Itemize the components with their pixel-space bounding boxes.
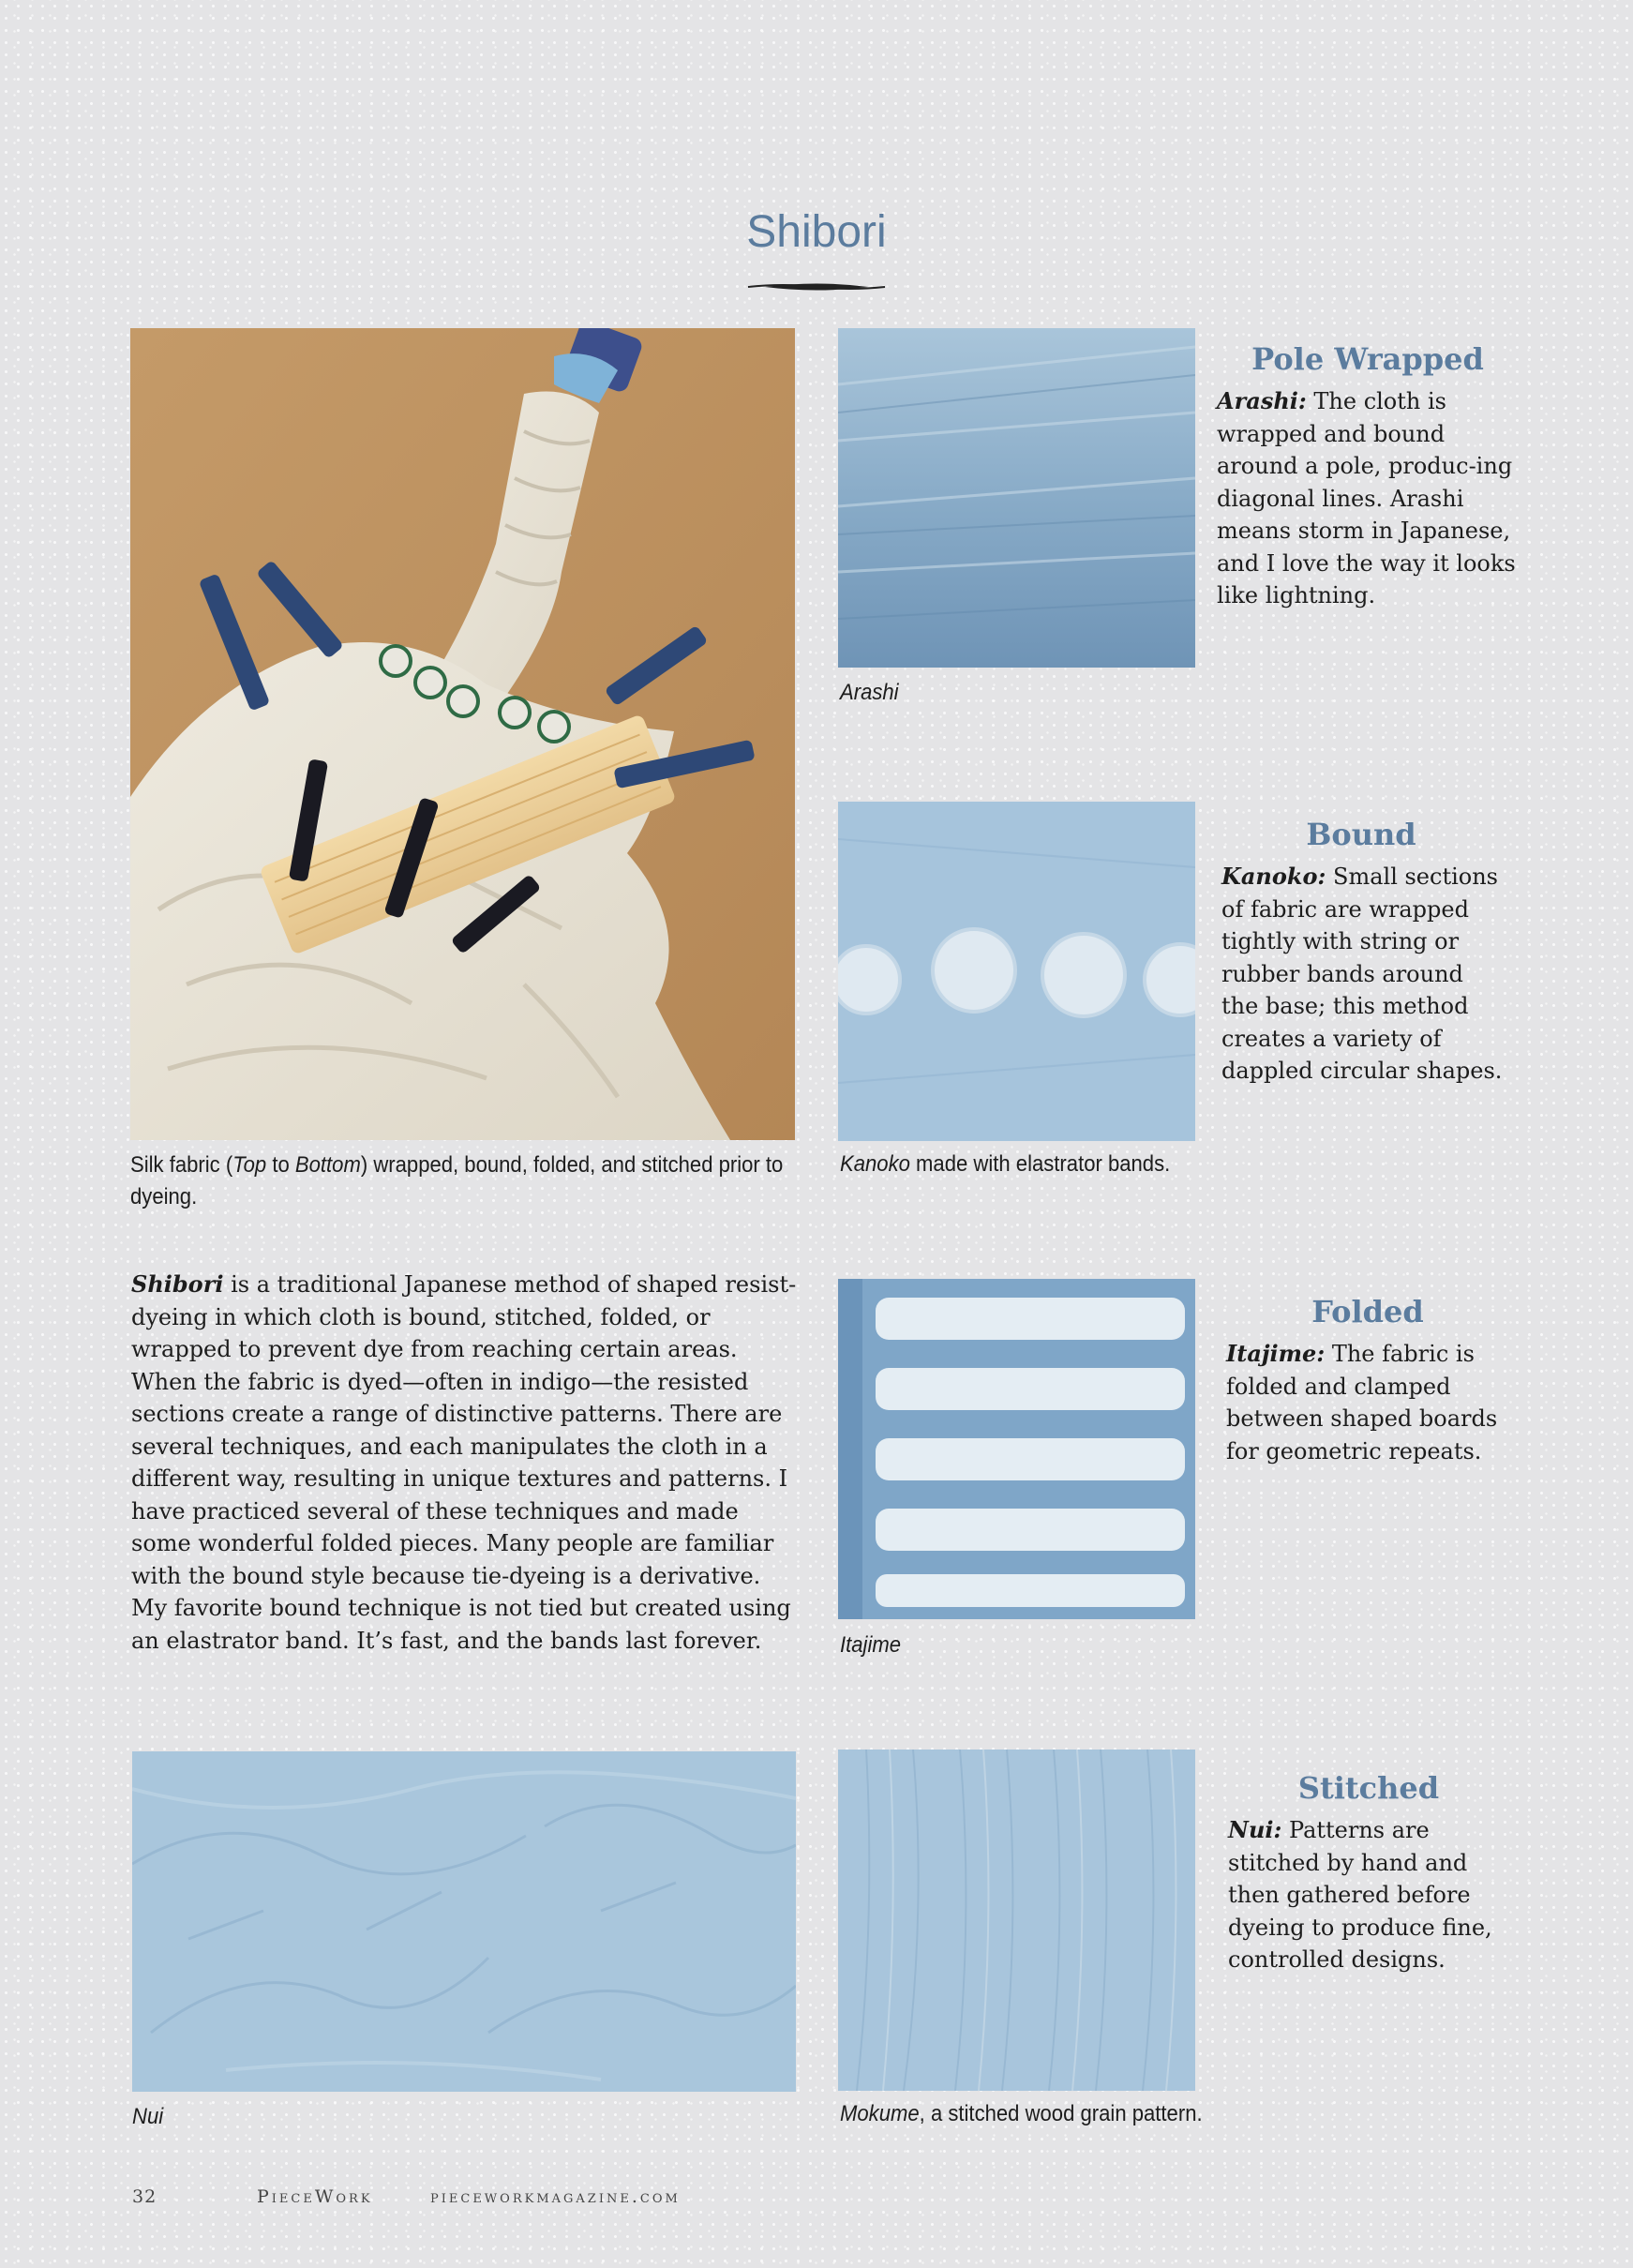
- kanoko-caption: [840, 1149, 1170, 1180]
- caption-italic: Kanoko: [840, 1151, 910, 1177]
- main-photo: [130, 328, 795, 1140]
- folded-heading: Folded: [1311, 1294, 1424, 1329]
- pole-wrapped-description: [1217, 385, 1517, 612]
- bound-heading: Bound: [1306, 817, 1416, 852]
- stitched-description: [1228, 1814, 1509, 1976]
- bound-description: [1221, 861, 1503, 1088]
- arashi-swatch: [838, 328, 1195, 668]
- page-folio: 32: [132, 2186, 157, 2207]
- technique-text: The cloth is wrapped and bound around a pole, produc-ing diagonal lines. Arashi means storm in Japanese, and I love the way it looks like lightning.: [1217, 388, 1516, 608]
- mokume-swatch: [838, 1750, 1195, 2091]
- technique-term: Kanoko:: [1221, 863, 1326, 890]
- intro-lead: Shibori: [131, 1270, 224, 1298]
- magazine-website: pieceworkmagazine.com: [430, 2186, 681, 2207]
- technique-text: Patterns are stitched by hand and then gathered before dyeing to produce fine, controlled designs.: [1228, 1817, 1492, 1973]
- caption-text: ) wrapped, bound, folded, and stitched prior to dyeing.: [130, 1152, 784, 1209]
- intro-paragraph: [131, 1269, 799, 1657]
- caption-text: , a stitched wood grain pattern.: [919, 2101, 1203, 2126]
- itajime-caption: [840, 1630, 901, 1661]
- caption-text: made with elastrator bands.: [909, 1151, 1171, 1177]
- page-title: Shibori: [746, 207, 887, 257]
- pole-wrapped-heading: Pole Wrapped: [1251, 341, 1484, 377]
- main-photo-caption: [130, 1149, 790, 1213]
- caption-italic: Itajime: [840, 1632, 902, 1658]
- itajime-swatch: [838, 1279, 1195, 1619]
- folded-description: [1226, 1338, 1507, 1467]
- technique-text: The fabric is folded and clamped between shaped boards for geometric repeats.: [1226, 1341, 1498, 1464]
- kanoko-swatch: [838, 802, 1195, 1141]
- mokume-caption: [840, 2098, 1203, 2130]
- intro-text: is a traditional Japanese method of shaped resist-dyeing in which cloth is bound, stitched, folded, or wrapped to prevent dye from reaching certain areas. When the fabric is dyed—often in indigo—the resisted sections create a range of distinctive patterns. There are several techniques, and each manipulates the cloth in a different way, resulting in unique textures and patterns. I have practiced several of these techniques and made some wonderful folded pieces. Many people are familiar with the bound style because tie-dyeing is a derivative. My favorite bound technique is not tied but created using an elastrator band. It’s fast, and the bands last forever.: [131, 1271, 797, 1654]
- title-flourish: [746, 278, 887, 296]
- caption-text: to: [266, 1152, 295, 1178]
- arashi-caption: [840, 677, 899, 709]
- technique-term: Itajime:: [1226, 1340, 1326, 1367]
- caption-italic: Arashi: [840, 680, 899, 705]
- technique-term: Arashi:: [1217, 387, 1307, 414]
- nui-caption: Nui: [132, 2104, 164, 2129]
- caption-italic: Mokume: [840, 2101, 920, 2126]
- magazine-name: PieceWork: [257, 2186, 373, 2207]
- caption-text: Silk fabric (: [130, 1152, 233, 1178]
- nui-swatch: [132, 1751, 796, 2092]
- technique-term: Nui:: [1228, 1816, 1282, 1843]
- caption-italic-top: Top: [232, 1152, 267, 1178]
- caption-italic-bottom: Bottom: [294, 1152, 361, 1178]
- stitched-heading: Stitched: [1297, 1770, 1440, 1806]
- technique-text: Small sections of fabric are wrapped tightly with string or rubber bands around the base; this method creates a variety of dappled circular shapes.: [1221, 864, 1503, 1084]
